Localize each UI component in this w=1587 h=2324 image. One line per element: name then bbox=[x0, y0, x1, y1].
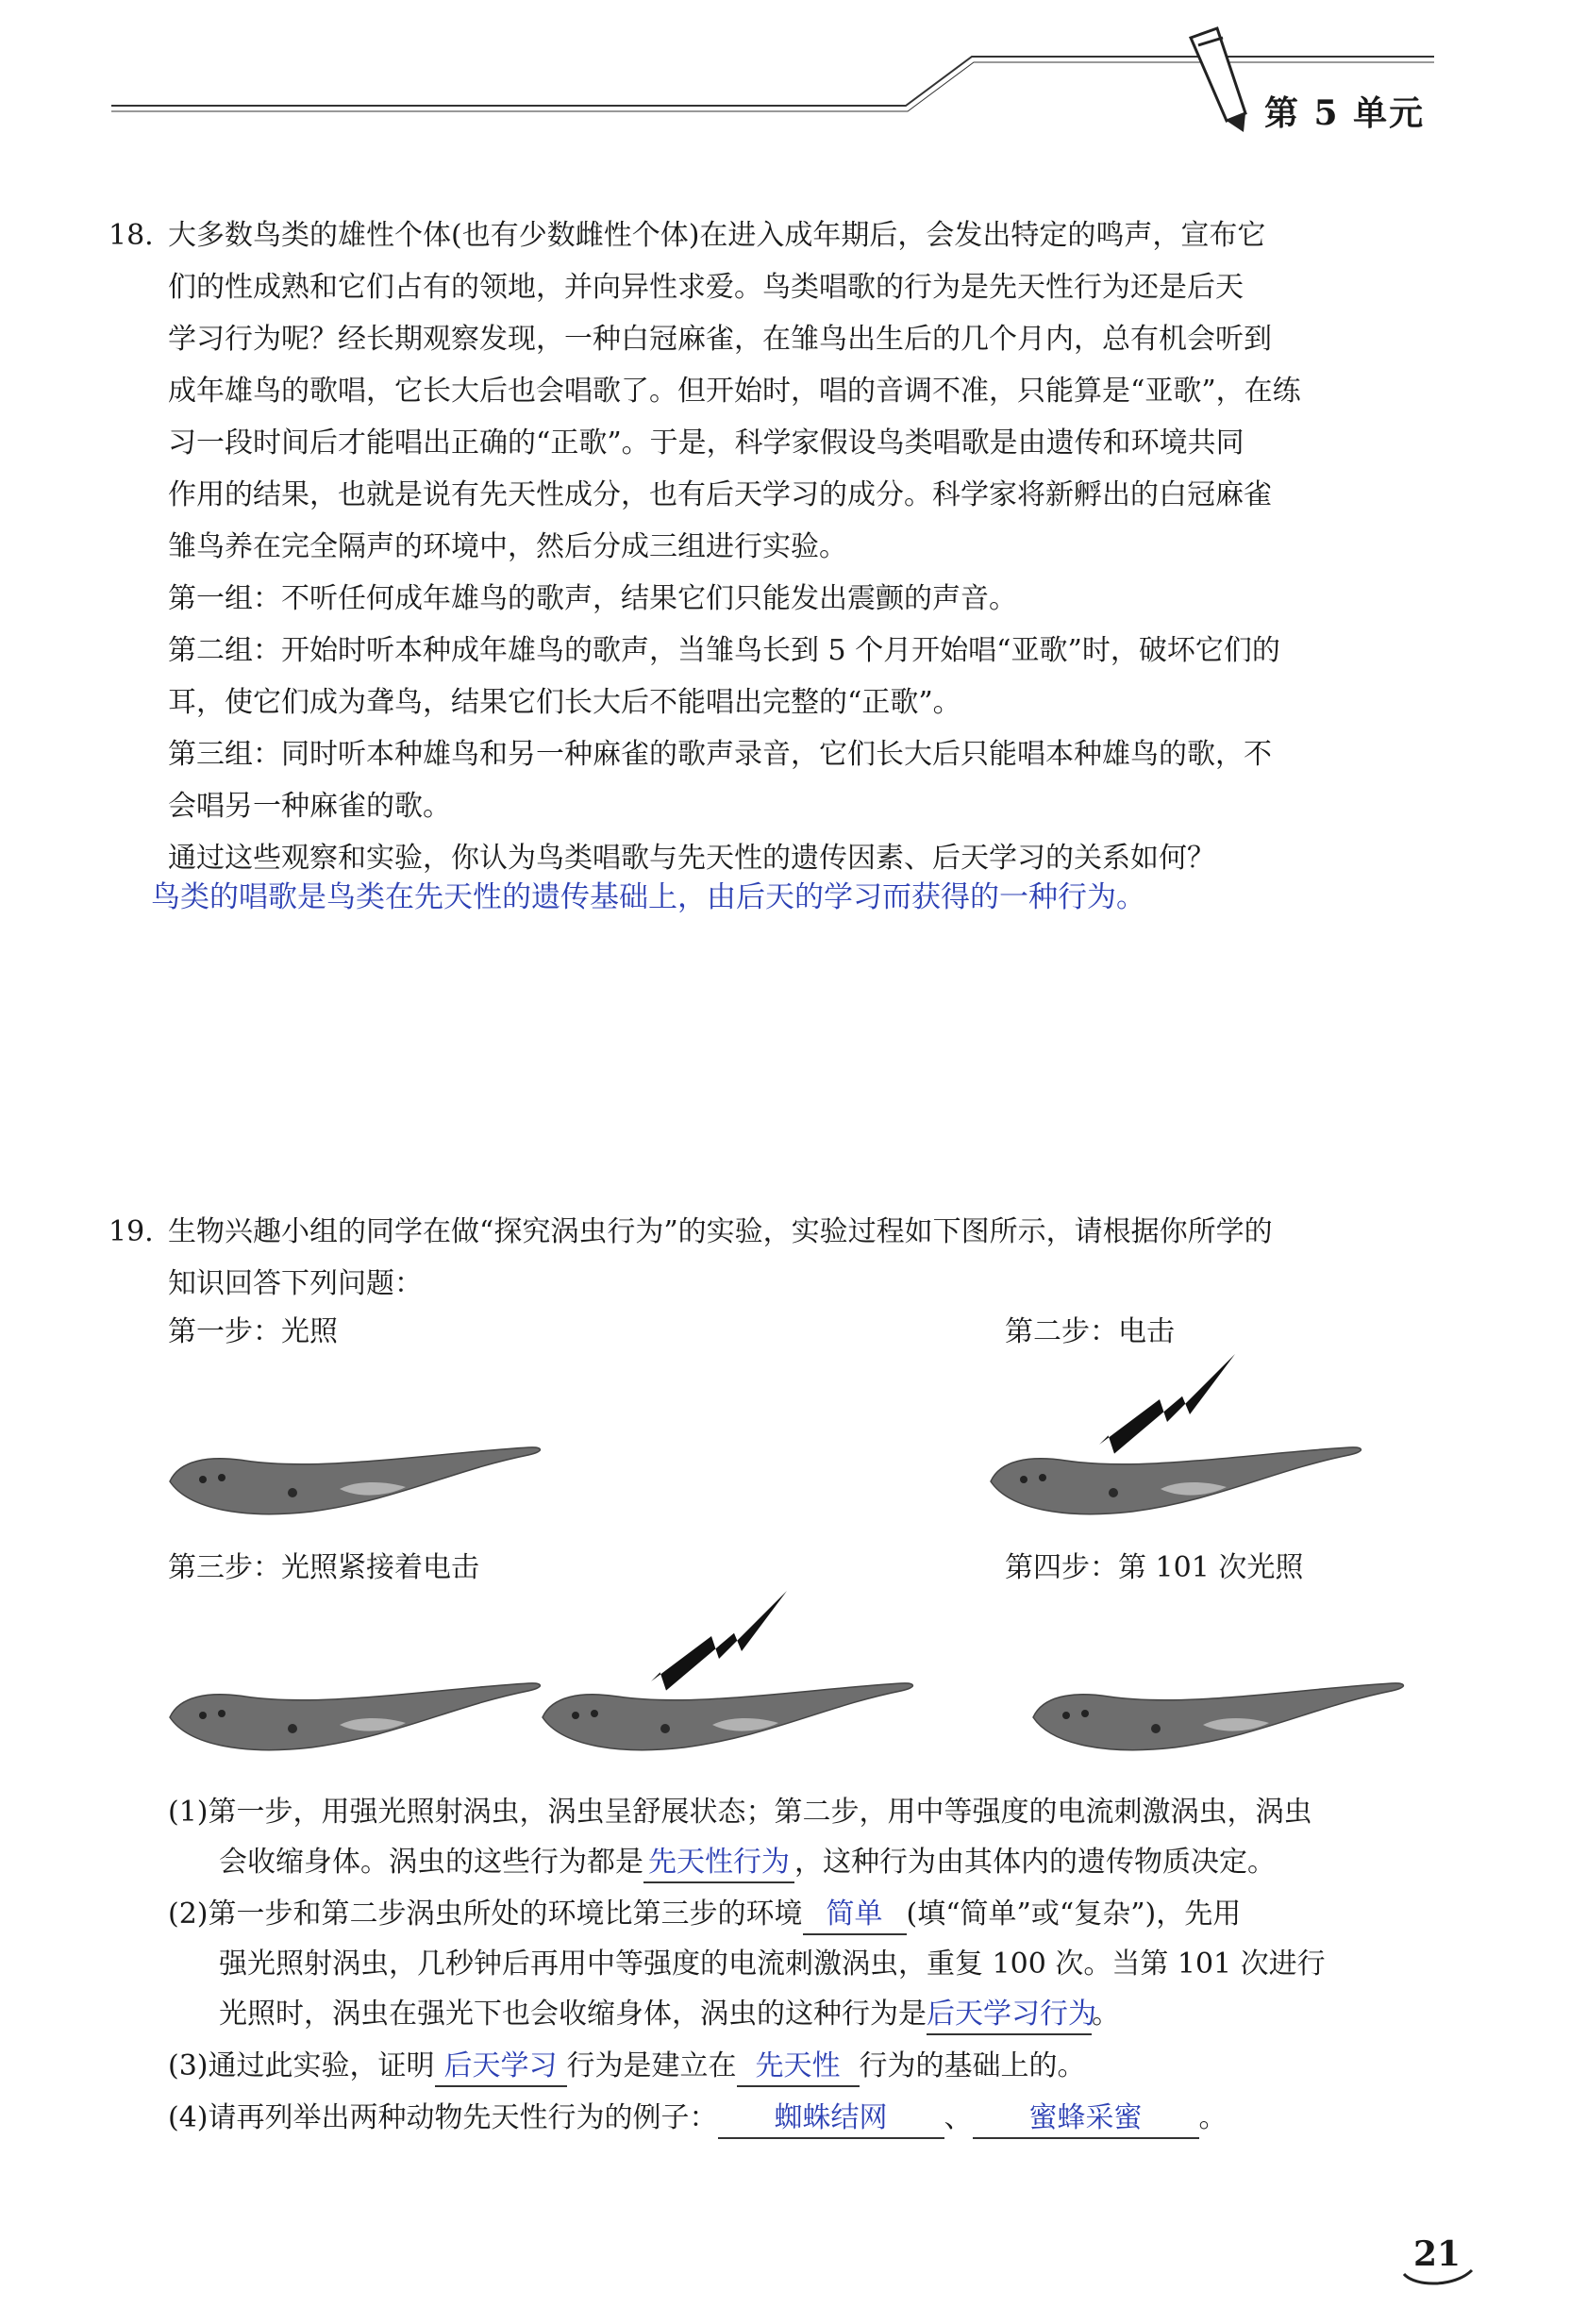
q19-sub4-text-b: 、 bbox=[944, 2101, 973, 2134]
q19-sub4-text-c: 。 bbox=[1198, 2101, 1228, 2134]
q19-sub2-text-c: 光照时，涡虫在强光下也会收缩身体，涡虫的这种行为是 bbox=[219, 1998, 927, 2031]
q18-line-4: 成年雄鸟的歌唱，它长大后也会唱歌了。但开始时，唱的音调不准，只能算是“亚歌”，在练 bbox=[168, 375, 1301, 408]
step-1-label: 第一步：光照 bbox=[168, 1315, 338, 1348]
q19-sub3-blank-2[interactable]: 先天性 bbox=[737, 2048, 860, 2087]
lightning-step-2 bbox=[1099, 1354, 1235, 1454]
planarian-step-4 bbox=[1033, 1683, 1403, 1750]
q18-group-1: 第一组：不听任何成年雄鸟的歌声，结果它们只能发出震颤的声音。 bbox=[168, 582, 1017, 615]
q19-sub1-line-1: (1)第一步，用强光照射涡虫，涡虫呈舒展状态；第二步，用中等强度的电流刺激涡虫，涡虫 bbox=[168, 1796, 1312, 1829]
q19-line-1: 生物兴趣小组的同学在做“探究涡虫行为”的实验，实验过程如下图所示，请根据你所学的 bbox=[168, 1215, 1273, 1248]
q19-sub3-text-b: 行为是建立在 bbox=[566, 2049, 737, 2082]
planarian-step-3a bbox=[170, 1683, 540, 1750]
q19-sub2-text-b: (填“简单”或“复杂”)，先用 bbox=[906, 1898, 1242, 1931]
q18-answer: 鸟类的唱歌是鸟类在先天性的遗传基础上，由后天的学习而获得的一种行为。 bbox=[151, 880, 1145, 914]
planarian-step-2 bbox=[991, 1447, 1361, 1514]
q19-sub2-text-d: 。 bbox=[1092, 1998, 1120, 2031]
lightning-step-3 bbox=[651, 1591, 787, 1691]
q19-sub4-blank-1[interactable]: 蜘蛛结网 bbox=[718, 2099, 944, 2139]
q19-sub3-text-a: (3)通过此实验，证明 bbox=[168, 2049, 435, 2082]
q19-sub3-blank-1[interactable]: 后天学习 bbox=[435, 2048, 567, 2087]
q19-sub2-blank-1[interactable]: 简单 bbox=[803, 1896, 907, 1935]
q18-group-3-line-2: 会唱另一种麻雀的歌。 bbox=[168, 790, 451, 823]
q19-sub3-line bbox=[168, 2042, 1432, 2091]
q19-sub2-blank-2[interactable]: 后天学习行为 bbox=[927, 1996, 1092, 2035]
q19-sub3-text-c: 行为的基础上的。 bbox=[859, 2049, 1086, 2082]
question-18-number: 18. bbox=[109, 219, 154, 252]
q18-group-2-line-1: 第二组：开始时听本种成年雄鸟的歌声，当雏鸟长到 5 个月开始唱“亚歌”时，破坏它们的 bbox=[168, 634, 1280, 667]
q18-group-3-line-1: 第三组：同时听本种雄鸟和另一种麻雀的歌声录音，它们长大后只能唱本种雄鸟的歌，不 bbox=[168, 738, 1272, 771]
q18-line-6: 作用的结果，也就是说有先天性成分，也有后天学习的成分。科学家将新孵出的白冠麻雀 bbox=[168, 478, 1272, 511]
q18-line-5: 习一段时间后才能唱出正确的“正歌”。于是，科学家假设鸟类唱歌是由遗传和环境共同 bbox=[168, 426, 1245, 460]
step-2-label: 第二步：电击 bbox=[1005, 1315, 1175, 1348]
q18-line-3: 学习行为呢？经长期观察发现，一种白冠麻雀，在雏鸟出生后的几个月内，总有机会听到 bbox=[168, 323, 1272, 356]
q19-sub4-text-a: (4)请再列举出两种动物先天性行为的例子： bbox=[168, 2101, 718, 2134]
q19-sub2-text-a: (2)第一步和第二步涡虫所处的环境比第三步的环境 bbox=[168, 1898, 803, 1931]
unit-title: 第 5 单元 bbox=[1264, 93, 1426, 133]
q19-line-2: 知识回答下列问题： bbox=[168, 1267, 423, 1300]
q19-sub1-line-2 bbox=[219, 1838, 1483, 1887]
pencil-icon bbox=[1191, 28, 1245, 132]
q18-question: 通过这些观察和实验，你认为鸟类唱歌与先天性的遗传因素、后天学习的关系如何？ bbox=[168, 842, 1215, 875]
q19-sub1-text-b: ，这种行为由其体内的遗传物质决定。 bbox=[794, 1846, 1276, 1879]
planarian-step-1 bbox=[170, 1447, 540, 1514]
page-number: 21 bbox=[1413, 2234, 1462, 2274]
question-19-number: 19. bbox=[109, 1215, 154, 1248]
q19-sub1-blank-1[interactable]: 先天性行为 bbox=[643, 1844, 794, 1883]
q18-line-1: 大多数鸟类的雄性个体(也有少数雌性个体)在进入成年期后，会发出特定的鸣声，宣布它 bbox=[168, 219, 1266, 252]
experiment-illustration bbox=[0, 1349, 1587, 1764]
step-3-label: 第三步：光照紧接着电击 bbox=[168, 1551, 479, 1584]
q18-group-2-line-2: 耳，使它们成为聋鸟，结果它们长大后不能唱出完整的“正歌”。 bbox=[168, 686, 961, 719]
q19-sub4-blank-2[interactable]: 蜜蜂采蜜 bbox=[973, 2099, 1199, 2139]
planarian-step-3b bbox=[543, 1683, 912, 1750]
q19-sub2-line-3 bbox=[219, 1990, 1483, 2039]
q19-sub4-line bbox=[168, 2094, 1432, 2143]
q19-sub1-text-a: 会收缩身体。涡虫的这些行为都是 bbox=[219, 1846, 643, 1879]
step-4-label: 第四步：第 101 次光照 bbox=[1005, 1551, 1304, 1584]
q18-line-7: 雏鸟养在完全隔声的环境中，然后分成三组进行实验。 bbox=[168, 530, 847, 563]
q18-line-2: 们的性成熟和它们占有的领地，并向异性求爱。鸟类唱歌的行为是先天性行为还是后天 bbox=[168, 271, 1244, 304]
q19-sub2-line-2: 强光照射涡虫，几秒钟后再用中等强度的电流刺激涡虫，重复 100 次。当第 101 次进行 bbox=[219, 1948, 1326, 1981]
q19-sub2-line-1 bbox=[168, 1890, 1432, 1939]
